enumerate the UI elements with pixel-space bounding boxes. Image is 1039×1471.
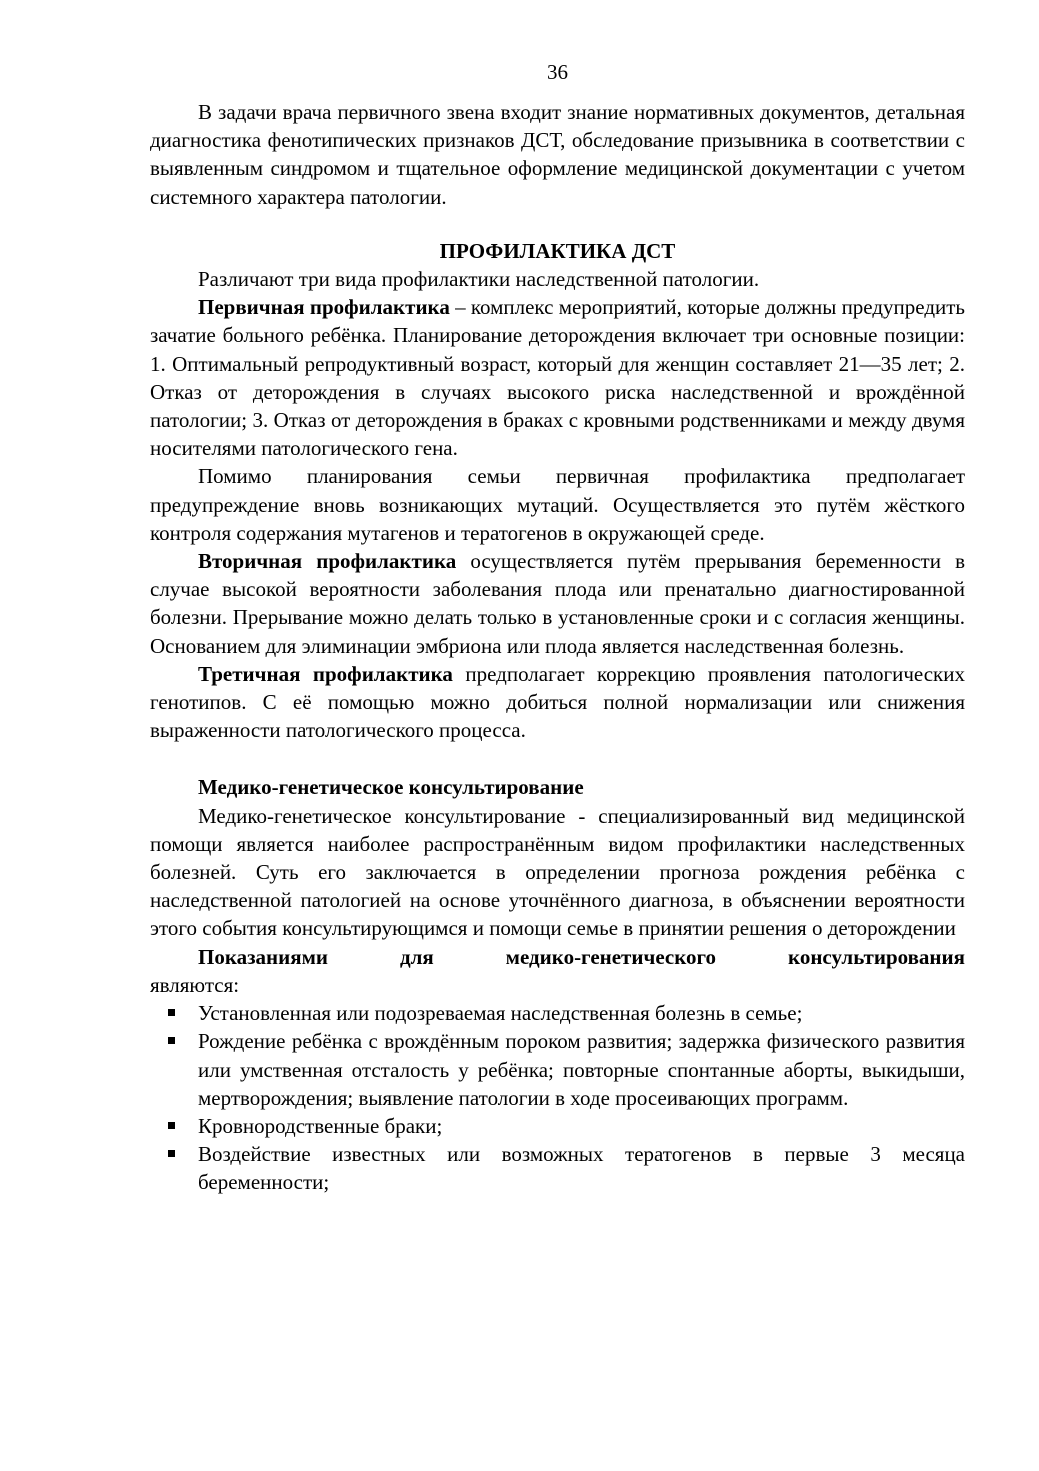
primary-prevention-paragraph [150,293,965,462]
tertiary-prevention-paragraph [150,660,965,745]
list-item [150,1027,965,1112]
types-intro-paragraph: Различают три вида профилактики наследственной патологии. [198,267,760,292]
secondary-prevention-text: осуществляется путём прерывания беременности в случае высокой вероятности заболевания плода или пренатально диагностированной болезни. Прерывание можно делать только в установленные сроки и с согласия женщины. Основанием для элиминации эмбриона или плода является наследственная болезнь. [150,549,965,658]
mgk-title: Медико-генетическое консультирование [198,775,584,800]
list-item [150,999,965,1027]
page-number: 36 [547,60,568,84]
primary-prevention-text: – комплекс мероприятий, которые должны предупредить зачатие больного ребёнка. Планирование деторождения включает три основные позиции: 1. Оптимальный репродуктивный возраст, который для женщин составляет 21—35 лет; 2. Отказ от деторождения в случаях высокого риска наследственной и врождённой патологии; 3. Отказ от деторождения в браках с кровными родственниками и между двумя носителями патологического гена. [150,295,965,461]
secondary-prevention-term: Вторичная профилактика [198,549,457,574]
list-item-text: Установленная или подозреваемая наследственная болезнь в семье; [198,1001,803,1026]
mgk-paragraph: Медико-генетическое консультирование - специализированный вид медицинской помощи является наиболее распространённым видом профилактики наследственных болезней. Суть его заключается в определении прогноза рождения ребёнка с наследственной патологией на основе уточнённого диагноза, в объяснении вероятности этого события консультирующимся и помощи семье в принятии решения о деторождении [150,803,965,941]
section-title: ПРОФИЛАКТИКА ДСТ [439,238,676,263]
list-item-text: Кровнородственные браки; [198,1113,443,1138]
list-item-text: Воздействие известных или возможных тератогенов в первые 3 месяца беременности; [198,1142,965,1195]
list-item [150,1140,965,1196]
secondary-prevention-paragraph [150,547,965,660]
indications-lead-line [150,943,965,971]
square-bullet-icon [168,1122,175,1129]
square-bullet-icon [168,1009,175,1016]
list-item [150,1112,965,1140]
list-item-text: Рождение ребёнка с врождённым пороком развития; задержка физического развития или умственная отсталость у ребёнка; повторные спонтанные аборты, выкидыши, мертворождения; выявление патологии в ходе просеивающих программ. [198,1029,965,1110]
indications-lead-bold: Показаниями для медико-генетического консультирования [198,944,965,969]
primary-prevention-term: Первичная профилактика [198,295,450,320]
indications-lead-rest: являются: [150,972,240,997]
tertiary-prevention-text: предполагает коррекцию проявления патологических генотипов. С её помощью можно добиться полной нормализации или снижения выраженности патологического процесса. [150,661,965,743]
intro-paragraph: В задачи врача первичного звена входит знание нормативных документов, детальная диагностика фенотипических признаков ДСТ, обследование призывника в соответствии с выявленным синдромом и тщательное оформление медицинской документации с учетом системного характера патологии. [150,100,965,209]
primary-extra-paragraph: Помимо планирования семьи первичная профилактика предполагает предупреждение вновь возникающих мутаций. Осуществляется это путём жёсткого контроля содержания мутагенов и тератогенов в окружающей среде. [150,464,965,545]
tertiary-prevention-term: Третичная профилактика [198,661,453,686]
square-bullet-icon [168,1150,175,1157]
indications-list [150,999,965,1196]
square-bullet-icon [168,1037,175,1044]
